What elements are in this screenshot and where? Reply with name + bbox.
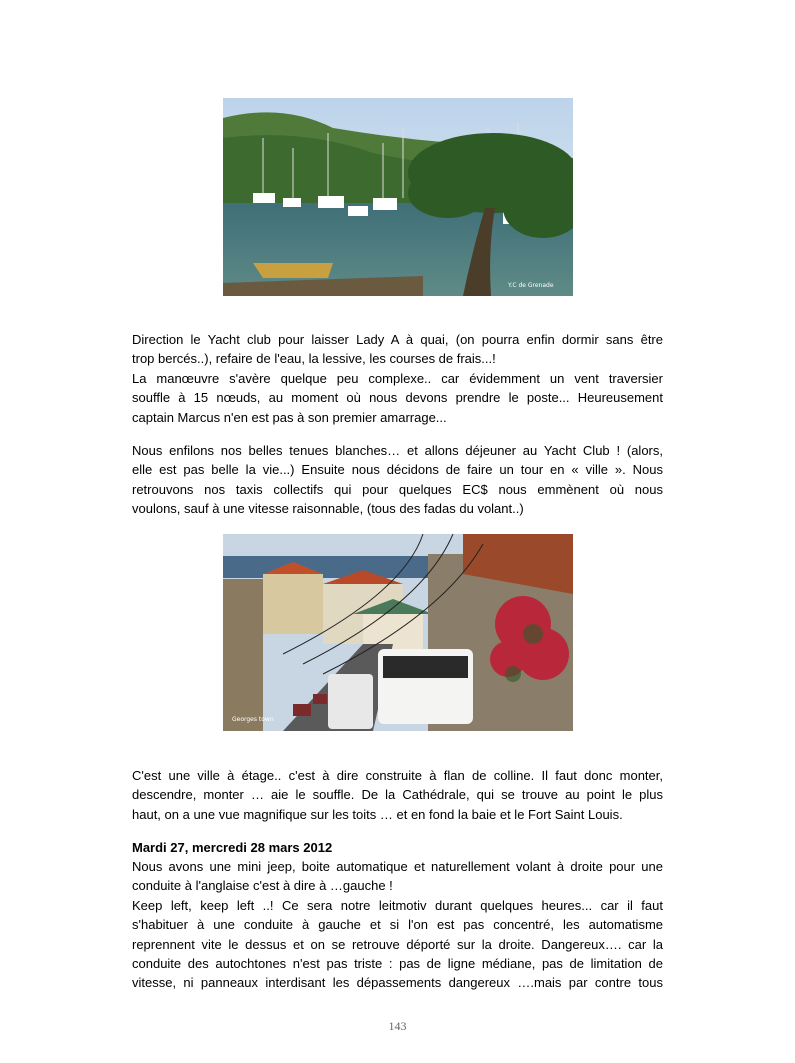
- text-line: souffle à 15 nœuds, au moment où nous devons prendre le poste... Heureusement: [132, 390, 663, 406]
- georges-town-photo: [223, 534, 573, 731]
- text-line: La manœuvre s'avère quelque peu complexe.. car évidemment un vent traversier: [132, 371, 663, 386]
- page-number: 143: [388, 1019, 407, 1033]
- paragraph: [132, 369, 663, 427]
- text-line: Direction le Yacht club pour laisser Lady A à quai, (on pourra enfin dormir sans être: [132, 332, 663, 347]
- paragraph: [132, 896, 663, 992]
- text-line: s'habituer à une conduite à gauche et si l'on est pas concentré, les automatisme: [132, 917, 663, 933]
- text-line: Nous avons une mini jeep, boite automatique et naturellement volant à droite pour une: [132, 859, 663, 874]
- text-line: vitesse, ni panneaux interdisant les dépassements dangereux ….mais par contre tous: [132, 975, 663, 991]
- text-line: haut, on a une vue magnifique sur les toits … et en fond la baie et le Fort Saint Louis.: [132, 806, 623, 822]
- text-line: descendre, monter … aie le souffle. De la Cathédrale, qui se trouve au point le plus: [132, 787, 663, 803]
- text-line: conduite à l'anglaise c'est à dire à …gauche !: [132, 878, 393, 894]
- text-line: Keep left, keep left ..! Ce sera notre leitmotiv durant quelques heures... car il faut: [132, 898, 663, 913]
- text-line: conduite des autochtones n'est pas triste : pas de ligne médiane, pas de limitation de: [132, 955, 663, 971]
- photo-caption: Y.C de Grenade: [508, 282, 554, 289]
- text-line: voulons, sauf à une vitesse raisonnable, (tous des fadas du volant..): [132, 500, 524, 516]
- text-line: captain Marcus n'en est pas à son premier amarrage...: [132, 409, 447, 425]
- paragraph: [132, 857, 663, 896]
- text-line: Nous enfilons nos belles tenues blanches… et allons déjeuner au Yacht Club ! (alors,: [132, 443, 663, 458]
- photo-caption: Georges town: [232, 716, 274, 723]
- text-line: C'est une ville à étage.. c'est à dire construite à flan de colline. Il faut donc monter,: [132, 768, 663, 783]
- paragraph: [132, 330, 663, 369]
- paragraph: [132, 766, 663, 824]
- paragraph: [132, 441, 663, 518]
- section-heading: Mardi 27, mercredi 28 mars 2012: [132, 840, 333, 855]
- text-line: trop bercés..), refaire de l'eau, la lessive, les courses de frais...!: [132, 351, 496, 367]
- text-line: elle est pas belle la vie...) Ensuite nous décidons de faire un tour en « ville ». Nous: [132, 462, 663, 478]
- yacht-club-photo: [223, 98, 573, 296]
- text-line: retrouvons nos taxis collectifs qui pour quelques EC$ nous emmènent où nous: [132, 481, 663, 497]
- text-line: reprennent vite le dessus et on se retrouve déporté sur la droite. Dangereux…. car la: [132, 936, 663, 952]
